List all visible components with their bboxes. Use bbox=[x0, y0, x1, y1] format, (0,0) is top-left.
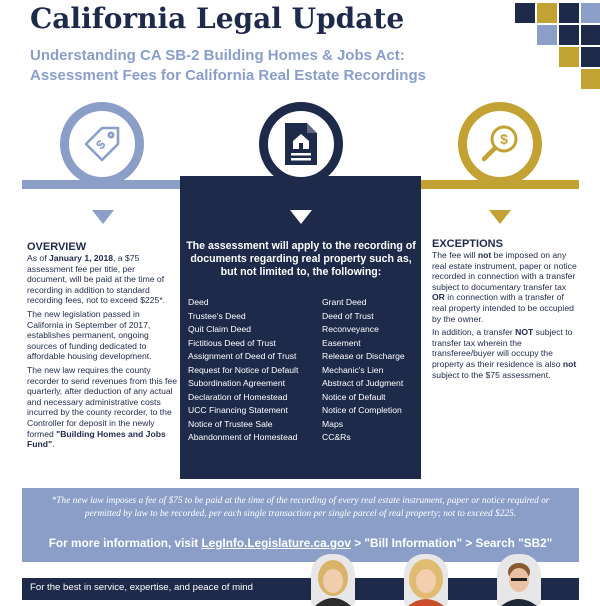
exceptions-body bbox=[432, 250, 580, 380]
text: subject to the $75 assessment. bbox=[432, 369, 551, 380]
document-type-item: Notice of Default bbox=[322, 391, 386, 402]
text: In addition, a transfer bbox=[432, 327, 516, 338]
overview-paragraph-1 bbox=[27, 253, 177, 306]
subtitle bbox=[30, 46, 426, 86]
document-type-item: Maps bbox=[322, 418, 344, 429]
circle-middle bbox=[259, 102, 343, 186]
document-type-item: Abandonment of Homestead bbox=[188, 432, 298, 442]
down-arrow-left-icon bbox=[92, 210, 114, 224]
price-tag-dollar-icon bbox=[82, 124, 122, 164]
text: . bbox=[52, 439, 55, 450]
subtitle-line-1: Understanding CA SB-2 Building Homes & Jobs Act: bbox=[30, 47, 405, 64]
document-list-right bbox=[322, 296, 418, 445]
text: in connection with a transfer of real property intended to be occupied by the owner. bbox=[432, 292, 574, 324]
subtitle-line-2: Assessment Fees for California Real Estate Recordings bbox=[30, 67, 426, 84]
down-arrow-right-icon bbox=[489, 210, 511, 224]
overview-heading: OVERVIEW bbox=[27, 241, 87, 253]
text: be imposed on any real estate instrument, paper or notice recorded in connection with a transfer subject to documentary transfer tax bbox=[432, 250, 577, 292]
document-house-icon bbox=[281, 121, 321, 167]
decorative-squares bbox=[515, 0, 600, 90]
text: , a $75 assessment fee per title, per document, will be paid at the time of recording in addition to standard recording fees, not to exceed $225*. bbox=[27, 253, 166, 306]
document-type-item: Quit Claim Deed bbox=[188, 324, 252, 334]
overview-body bbox=[27, 253, 177, 450]
overview-paragraph-2: The new legislation passed in California in September of 2017, establishes permanent, ongoing sources of funding dedicated to affordable housing development. bbox=[27, 308, 152, 362]
text: The fee will bbox=[432, 250, 478, 260]
exceptions-heading: EXCEPTIONS bbox=[432, 238, 503, 250]
agent-photo bbox=[404, 554, 448, 606]
person-icon bbox=[404, 554, 448, 606]
down-arrow-middle-icon bbox=[290, 210, 312, 224]
overview-section bbox=[27, 241, 177, 450]
document-type-item: Fictitious Deed of Trust bbox=[188, 337, 276, 348]
person-icon bbox=[497, 554, 541, 606]
center-heading: The assessment will apply to the recording of documents regarding real property such as, but not limited to, the following: bbox=[186, 240, 416, 278]
document-type-item: Notice of Completion bbox=[322, 405, 402, 415]
agent-photo bbox=[497, 554, 541, 606]
text: subject to transfer tax wherein the transferee/buyer will occupy the property as their residence is also bbox=[432, 327, 573, 369]
document-type-item: Deed of Trust bbox=[322, 310, 374, 321]
exceptions-section bbox=[432, 238, 580, 380]
document-type-item: Declaration of Homestead bbox=[188, 391, 288, 402]
document-type-item: Release or Discharge bbox=[322, 351, 405, 361]
svg-text:$: $ bbox=[92, 136, 109, 153]
person-icon bbox=[311, 554, 355, 606]
overview-paragraph-3 bbox=[27, 365, 177, 450]
emphasis: NOT bbox=[515, 327, 534, 338]
document-list-left bbox=[188, 296, 316, 445]
text: The new law requires the county recorder to send revenues from this fee quarterly, after deduction of any actual and necessary administrative costs incurred by the county recorder, to the Controller for deposit in the newly formed bbox=[27, 364, 177, 439]
text: For more information, visit bbox=[48, 536, 202, 550]
document-type-item: Easement bbox=[322, 337, 361, 348]
circle-right bbox=[458, 102, 542, 186]
document-type-item: Deed bbox=[188, 297, 209, 307]
document-type-item: Assignment of Deed of Trust bbox=[188, 351, 297, 361]
leginfo-link[interactable]: LegInfo.Legislature.ca.gov bbox=[201, 536, 351, 550]
circle-left bbox=[60, 102, 144, 186]
agent-photo bbox=[311, 554, 355, 606]
document-type-item: Reconveyance bbox=[322, 324, 379, 334]
footnote-text: *The new law imposes a fee of $75 to be paid at the time of the recording of every real estate instrument, paper or notice required or permitted by law to be recorded, per each single transaction per single parcel of real property; not to exceed $225. bbox=[51, 496, 550, 519]
text: > "Bill Information" > Search "SB2" bbox=[350, 536, 553, 550]
svg-text:$: $ bbox=[500, 131, 508, 147]
document-type-item: Request for Notice of Default bbox=[188, 364, 299, 375]
document-type-item: Trustee's Deed bbox=[188, 310, 246, 321]
document-type-item: Grant Deed bbox=[322, 297, 367, 307]
magnifier-dollar-icon bbox=[479, 123, 521, 165]
exceptions-paragraph-2 bbox=[432, 327, 580, 380]
text: As of bbox=[27, 253, 49, 263]
page-title: California Legal Update bbox=[30, 2, 405, 35]
emphasis: OR bbox=[432, 292, 445, 303]
emphasis: not bbox=[477, 250, 492, 260]
document-type-item: Subordination Agreement bbox=[188, 378, 285, 388]
emphasis: not bbox=[562, 358, 577, 369]
more-info-line bbox=[22, 536, 579, 550]
document-type-item: Mechanic's Lien bbox=[322, 364, 384, 375]
document-type-item: CC&Rs bbox=[322, 432, 351, 442]
document-type-item: Abstract of Judgment bbox=[322, 378, 404, 388]
fund-name: "Building Homes and Jobs Fund" bbox=[27, 428, 166, 450]
document-type-item: Notice of Trustee Sale bbox=[188, 418, 273, 429]
exceptions-paragraph-1 bbox=[432, 250, 580, 324]
date-emphasis: January 1, 2018 bbox=[48, 253, 114, 263]
bottom-tagline: For the best in service, expertise, and peace of mind bbox=[30, 582, 253, 593]
document-type-item: UCC Financing Statement bbox=[188, 405, 288, 415]
